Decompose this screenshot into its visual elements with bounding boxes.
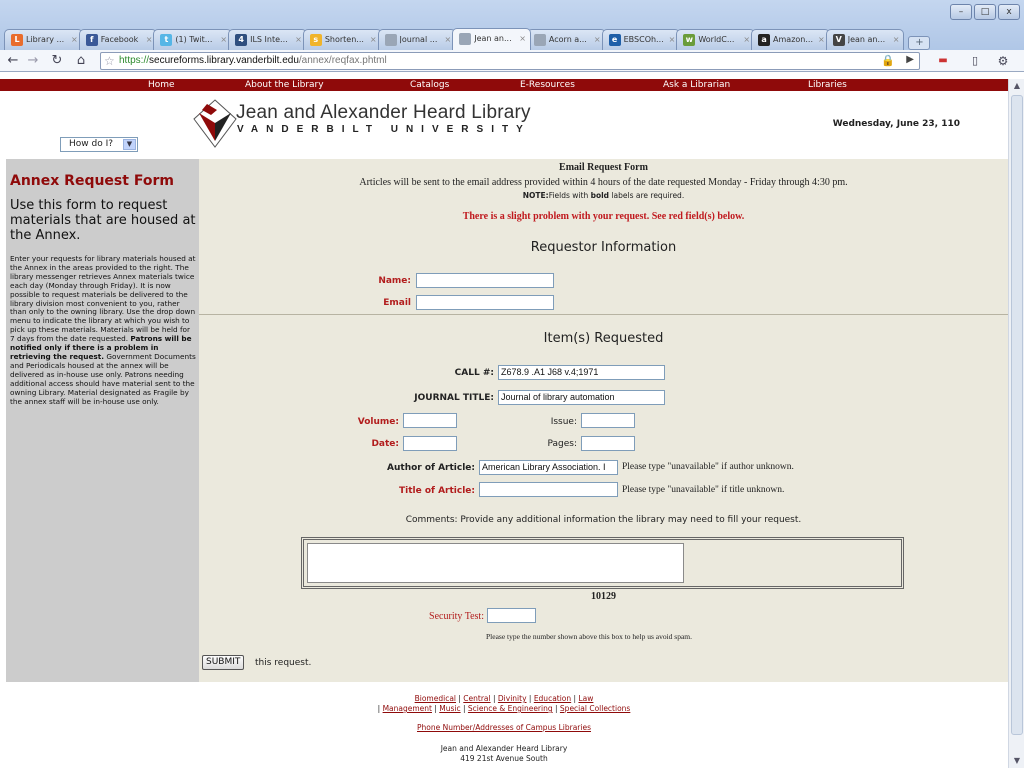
footer-library-link[interactable]: Biomedical bbox=[414, 694, 456, 703]
browser-tab[interactable] bbox=[751, 29, 830, 50]
close-tab-icon[interactable]: × bbox=[519, 34, 526, 43]
close-tab-icon[interactable]: × bbox=[818, 35, 825, 44]
email-input[interactable] bbox=[416, 295, 554, 310]
footer-address-1: Jean and Alexander Heard Library bbox=[440, 744, 568, 753]
back-arrow-icon[interactable]: ← bbox=[7, 53, 19, 68]
browser-chrome bbox=[0, 0, 1024, 72]
bookmark-star-icon[interactable]: ☆ bbox=[104, 54, 115, 68]
footer-library-link[interactable]: Science & Engineering bbox=[467, 704, 553, 713]
close-tab-icon[interactable]: × bbox=[892, 35, 900, 44]
nav-eresources[interactable]: E-Resources bbox=[520, 80, 575, 90]
volume-input[interactable] bbox=[403, 413, 457, 428]
close-tab-icon[interactable]: × bbox=[369, 35, 377, 44]
shorten-icon: s bbox=[310, 34, 322, 46]
browser-tab[interactable] bbox=[826, 29, 905, 50]
tab-title: Amazon... bbox=[773, 35, 813, 44]
nav-about[interactable]: About the Library bbox=[245, 80, 324, 90]
tab-title: (1) Twit... bbox=[175, 35, 213, 44]
required-note bbox=[199, 191, 1008, 200]
security-label: Security Test: bbox=[429, 611, 484, 622]
security-input[interactable] bbox=[487, 608, 536, 623]
site-header bbox=[0, 91, 1008, 159]
issue-label: Issue: bbox=[550, 417, 577, 427]
sidebar-notice: Patrons will be notified only if there is a problem in retrieving the request. bbox=[10, 334, 192, 361]
url-scheme: https:// bbox=[119, 55, 150, 66]
requestor-heading: Requestor Information bbox=[530, 240, 677, 255]
maximize-button[interactable]: □ bbox=[974, 4, 996, 20]
author-label: Author of Article: bbox=[387, 463, 475, 473]
close-tab-icon[interactable]: × bbox=[145, 35, 153, 44]
browser-tab[interactable] bbox=[452, 28, 531, 50]
lock-icon[interactable]: 🔒 bbox=[881, 54, 895, 67]
wrench-icon[interactable]: ⚙ bbox=[997, 54, 1009, 68]
email-label: Email bbox=[383, 298, 411, 308]
sidebar-text-1: Enter your requests for library materials housed at the Annex in the areas provided to the right. The library messenger retrieves Annex materials twice each day (Monday through Friday). It is now possible to request materials be delivered to the library division most convenient to you, rather than only to the owning library. Use the drop down menu to indicate the library at which you wish to pick up these materials. Materials will be held for 7 days from the date requested. bbox=[10, 254, 196, 344]
items-heading: Item(s) Requested bbox=[543, 331, 664, 346]
page-icon bbox=[534, 34, 546, 46]
footer-library-link[interactable]: Divinity bbox=[497, 694, 527, 703]
minimize-button[interactable]: – bbox=[950, 4, 972, 20]
close-tab-icon[interactable]: × bbox=[743, 35, 751, 44]
call-number-label: CALL #: bbox=[454, 368, 494, 378]
request-form bbox=[199, 159, 1008, 682]
close-tab-icon[interactable]: × bbox=[295, 35, 302, 44]
library-name: Jean and Alexander Heard Library bbox=[236, 102, 531, 123]
footer-library-link[interactable]: Central bbox=[463, 694, 491, 703]
nav-home[interactable]: Home bbox=[148, 80, 175, 90]
worldcat-icon: w bbox=[683, 34, 695, 46]
browser-toolbar bbox=[0, 50, 1024, 72]
security-number: 10129 bbox=[591, 591, 616, 602]
home-icon[interactable]: ⌂ bbox=[76, 53, 86, 68]
date-label: Date: bbox=[371, 439, 399, 449]
note-bold: bold bbox=[590, 191, 610, 200]
ils-icon: 4 bbox=[235, 34, 247, 46]
amazon-icon: a bbox=[758, 34, 770, 46]
phone-addresses-link[interactable]: Phone Number/Addresses of Campus Libraries bbox=[417, 723, 591, 732]
title-hint: Please type "unavailable" if title unknown. bbox=[622, 485, 785, 495]
browser-tab[interactable] bbox=[228, 29, 307, 50]
twitter-icon: t bbox=[160, 34, 172, 46]
site-footer bbox=[0, 682, 1008, 768]
page-menu-icon[interactable]: ▯ bbox=[971, 54, 979, 67]
page-icon bbox=[459, 33, 471, 45]
nav-ask-librarian[interactable]: Ask a Librarian bbox=[663, 80, 731, 90]
university-name: VANDERBILT UNIVERSITY bbox=[237, 124, 531, 135]
facebook-icon: f bbox=[86, 34, 98, 46]
browser-tab[interactable] bbox=[79, 29, 158, 50]
footer-library-link[interactable]: Music bbox=[439, 704, 461, 713]
author-hint: Please type "unavailable" if author unknown. bbox=[622, 462, 794, 472]
current-date: Wednesday, June 23, 110 bbox=[832, 119, 960, 129]
comments-frame bbox=[301, 537, 904, 589]
play-icon[interactable]: ▶ bbox=[906, 54, 914, 65]
tab-title: Jean an... bbox=[474, 34, 512, 43]
browser-tab[interactable] bbox=[602, 29, 681, 50]
sidebar-text-2: Government Documents and Periodicals housed at the annex will be delivered as in-house use only. Patrons needing additional access should have material sent to the owning Library. Material designated as Fragile by the annex staff will be in-house use only. bbox=[10, 351, 196, 406]
close-window-button[interactable]: x bbox=[998, 4, 1020, 20]
nav-libraries[interactable]: Libraries bbox=[808, 80, 847, 90]
pages-input[interactable] bbox=[581, 436, 635, 451]
submit-suffix: this request. bbox=[255, 658, 312, 668]
form-intro: Articles will be sent to the email address provided within 4 hours of the date requested Monday - Friday through 4:30 pm. bbox=[359, 177, 848, 188]
footer-phone-row bbox=[0, 723, 1008, 732]
scrollbar-thumb[interactable] bbox=[1011, 95, 1023, 735]
new-tab-button[interactable]: + bbox=[908, 36, 930, 50]
footer-library-link[interactable]: Law bbox=[578, 694, 594, 703]
note-text-2: labels are required. bbox=[611, 191, 685, 200]
article-title-label: Title of Article: bbox=[399, 486, 475, 496]
author-input[interactable]: American Library Association. I bbox=[479, 460, 618, 475]
ebsco-icon: e bbox=[609, 34, 621, 46]
date-input[interactable] bbox=[403, 436, 457, 451]
footer-address-2: 419 21st Avenue South bbox=[460, 754, 548, 763]
close-tab-icon[interactable]: × bbox=[593, 35, 601, 44]
vanderbilt-icon: V bbox=[833, 34, 845, 46]
footer-links-row2: | Management | Music | Science & Engineering | Special Collections bbox=[377, 704, 631, 713]
footer-library-link[interactable]: Special Collections bbox=[559, 704, 631, 713]
form-heading: Email Request Form bbox=[559, 162, 648, 173]
extension-icon[interactable]: ▬ bbox=[938, 55, 948, 66]
comments-textarea[interactable] bbox=[307, 543, 684, 583]
tab-title: EBSCOh... bbox=[623, 35, 664, 44]
browser-tab[interactable] bbox=[303, 29, 382, 50]
tab-strip bbox=[4, 28, 944, 50]
how-do-i-select[interactable] bbox=[60, 137, 138, 152]
sidebar-description bbox=[10, 255, 196, 406]
name-input[interactable] bbox=[416, 273, 554, 288]
url-text bbox=[119, 55, 387, 66]
journal-title-label: JOURNAL TITLE: bbox=[414, 393, 494, 403]
name-label: Name: bbox=[378, 276, 411, 286]
vanderbilt-logo-icon[interactable] bbox=[193, 99, 237, 149]
nav-catalogs[interactable]: Catalogs bbox=[410, 80, 450, 90]
tab-title: WorldC... bbox=[698, 35, 735, 44]
close-tab-icon[interactable]: × bbox=[71, 35, 78, 44]
article-title-input[interactable] bbox=[479, 482, 618, 497]
sidebar-title: Annex Request Form bbox=[10, 173, 174, 189]
forward-arrow-icon[interactable]: → bbox=[27, 53, 39, 68]
tab-title: Journal ... bbox=[399, 35, 438, 44]
browser-tab[interactable] bbox=[378, 29, 457, 50]
close-tab-icon[interactable]: × bbox=[220, 35, 228, 44]
volume-label: Volume: bbox=[357, 417, 399, 427]
browser-tab[interactable] bbox=[153, 29, 232, 50]
tab-title: Library ... bbox=[26, 35, 65, 44]
security-hint: Please type the number shown above this box to help us avoid spam. bbox=[486, 632, 693, 641]
close-tab-icon[interactable]: × bbox=[444, 35, 452, 44]
tab-title: Facebook bbox=[100, 35, 139, 44]
sidebar-subtitle: Use this form to request materials that are housed at the Annex. bbox=[10, 198, 196, 243]
error-message: There is a slight problem with your request. See red field(s) below. bbox=[462, 211, 745, 222]
page-scrollbar[interactable] bbox=[1008, 79, 1024, 768]
issue-input[interactable] bbox=[581, 413, 635, 428]
browser-tab[interactable] bbox=[527, 29, 606, 50]
scroll-down-arrow-icon[interactable]: ▼ bbox=[1013, 756, 1021, 765]
comments-label: Comments: Provide any additional information the library may need to fill your request. bbox=[405, 515, 802, 525]
browser-tab[interactable] bbox=[4, 29, 83, 50]
tab-title: Acorn a... bbox=[548, 35, 587, 44]
section-divider bbox=[199, 314, 1008, 315]
footer-links-row1: Biomedical | Central | Divinity | Education | Law bbox=[414, 694, 594, 703]
footer-library-link[interactable]: Education bbox=[533, 694, 572, 703]
call-number-input[interactable]: Z678.9 .A1 J68 v.4;1971 bbox=[498, 365, 665, 380]
chevron-down-icon[interactable]: ▼ bbox=[123, 139, 136, 150]
tab-title: Shorten... bbox=[324, 35, 364, 44]
browser-tab[interactable] bbox=[676, 29, 755, 50]
tab-title: Jean an... bbox=[847, 35, 886, 44]
footer-library-link[interactable]: Management bbox=[382, 704, 432, 713]
close-tab-icon[interactable]: × bbox=[668, 35, 676, 44]
site-nav bbox=[0, 79, 1008, 91]
note-text-1: Fields with bbox=[548, 191, 589, 200]
reload-icon[interactable]: ↻ bbox=[51, 53, 63, 68]
page-icon bbox=[385, 34, 397, 46]
library-icon: L bbox=[11, 34, 23, 46]
window-controls bbox=[948, 4, 1020, 20]
journal-title-input[interactable]: Journal of library automation bbox=[498, 390, 665, 405]
how-do-i-value: How do I? bbox=[69, 139, 114, 149]
url-path: /annex/reqfax.phtml bbox=[298, 55, 387, 66]
address-bar[interactable] bbox=[100, 52, 920, 70]
url-host: secureforms.library.vanderbilt.edu bbox=[149, 55, 299, 66]
scroll-up-arrow-icon[interactable]: ▲ bbox=[1013, 81, 1021, 90]
note-label: NOTE: bbox=[522, 191, 549, 200]
pages-label: Pages: bbox=[547, 439, 577, 449]
submit-button[interactable]: SUBMIT bbox=[202, 655, 244, 670]
sidebar bbox=[6, 159, 199, 682]
tab-title: ILS Inte... bbox=[250, 35, 288, 44]
